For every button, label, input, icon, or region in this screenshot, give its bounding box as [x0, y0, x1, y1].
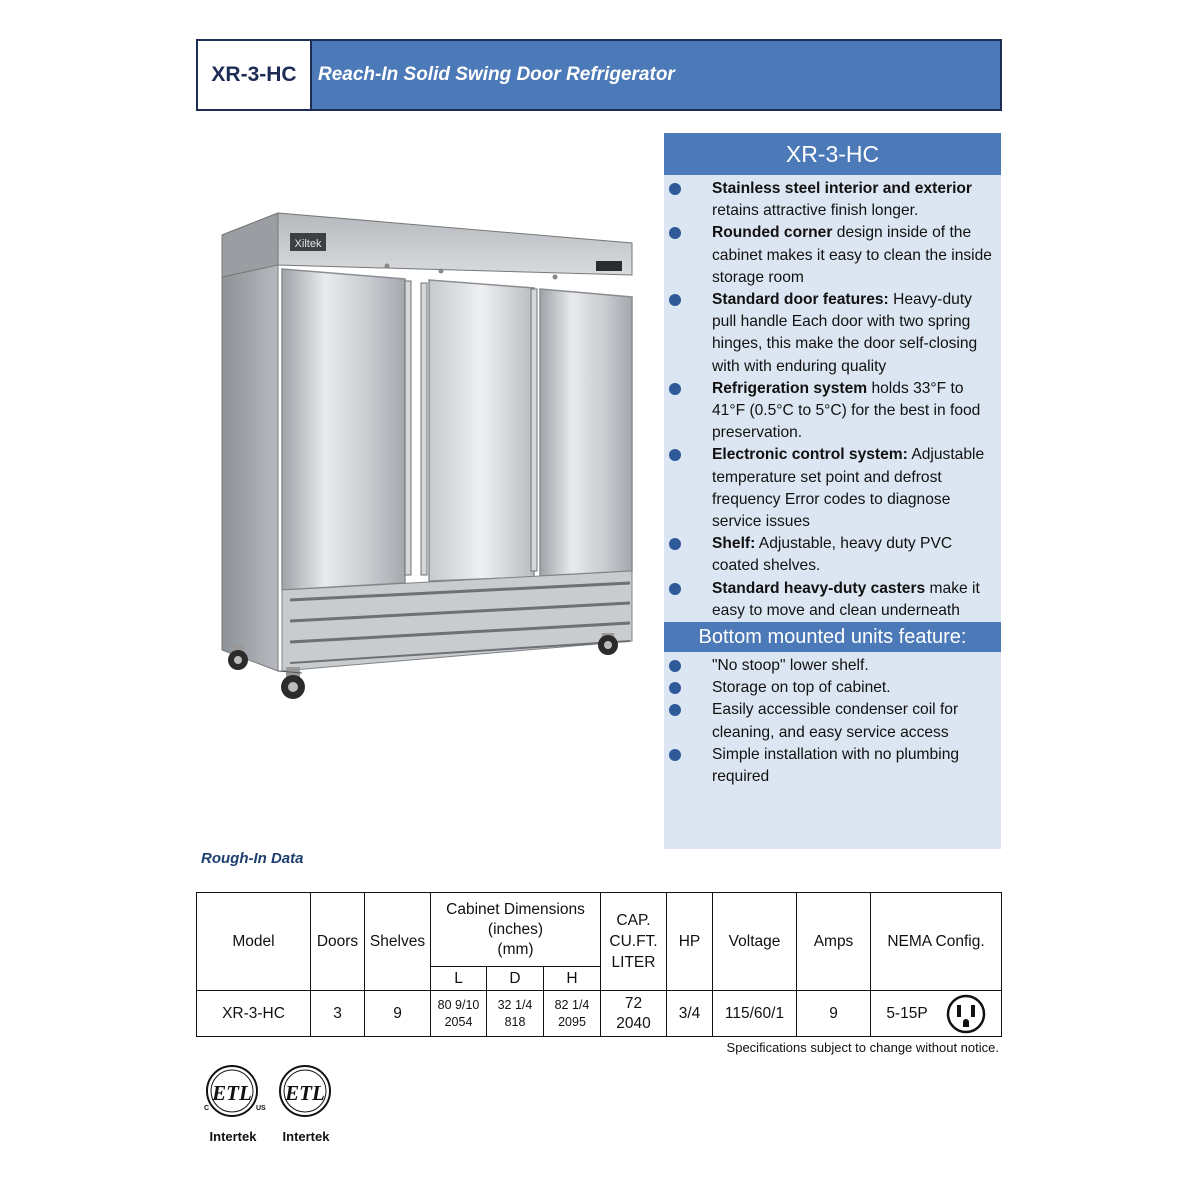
door-center: [429, 280, 534, 581]
nema-value: 5-15P: [886, 1004, 928, 1022]
etl-sanitation-mark: [271, 1062, 341, 1144]
feature-item: Shelf: Adjustable, heavy duty PVC coated shelves.: [664, 533, 1001, 577]
feature-item: Standard door features: Heavy-duty pull handle Each door with two spring hinges, this make the door self-closing with with enduring quality: [664, 289, 1001, 378]
bullet-icon: [669, 704, 681, 716]
cell-l: 80 9/10 2054: [431, 991, 487, 1037]
header-voltage: Voltage: [713, 893, 797, 991]
cell-voltage: 115/60/1: [713, 991, 797, 1037]
bullet-icon: [669, 294, 681, 306]
cell-d: 32 1/4 818: [487, 991, 544, 1037]
bottom-feature-list: [664, 652, 1001, 788]
bullet-icon: [669, 449, 681, 461]
etl-certification-mark: [198, 1062, 268, 1144]
bottom-feature-item: Easily accessible condenser coil for cleaning, and easy service access: [664, 699, 1001, 743]
rough-in-title: Rough-In Data: [201, 850, 304, 867]
header-d: D: [487, 967, 544, 991]
bullet-icon: [669, 183, 681, 195]
header-title: Reach-In Solid Swing Door Refrigerator: [312, 41, 1000, 109]
rough-in-table: [196, 892, 1002, 1037]
cell-nema: [871, 991, 1002, 1037]
feature-item: Standard heavy-duty casters make it easy to move and clean underneath: [664, 578, 1001, 622]
door-right: [540, 289, 632, 576]
cell-model: XR-3-HC: [197, 991, 311, 1037]
intertek-label: Intertek: [209, 1129, 257, 1144]
feature-item: Rounded corner design inside of the cabinet makes it easy to clean the inside storage room: [664, 222, 1001, 289]
table-row: [197, 991, 1002, 1037]
header-cabinet-dimensions: Cabinet Dimensions (inches) (mm): [431, 893, 601, 967]
svg-text:C: C: [204, 1105, 210, 1112]
brand-label: Xiltek: [294, 238, 322, 250]
header-h: H: [544, 967, 601, 991]
bullet-icon: [669, 383, 681, 395]
header-hp: HP: [667, 893, 713, 991]
feature-list: [664, 175, 1001, 622]
cell-capacity: 72 2040: [601, 991, 667, 1037]
bullet-icon: [669, 583, 681, 595]
feature-item: Refrigeration system holds 33°F to 41°F (0.5°C to 5°C) for the best in food preservation.: [664, 378, 1001, 445]
cell-shelves: 9: [365, 991, 431, 1037]
door-left: [282, 269, 405, 590]
bottom-mounted-title: Bottom mounted units feature:: [664, 622, 1001, 652]
specifications-note: Specifications subject to change without notice.: [726, 1040, 999, 1055]
etl-logo-icon: [198, 1062, 268, 1126]
etl-logo-icon: [271, 1062, 341, 1126]
svg-text:ETL: ETL: [285, 1081, 325, 1105]
header-l: L: [431, 967, 487, 991]
header-nema: NEMA Config.: [871, 893, 1002, 991]
cell-doors: 3: [311, 991, 365, 1037]
bottom-feature-item: Storage on top of cabinet.: [664, 677, 1001, 699]
refrigerator-image: [212, 205, 652, 705]
intertek-label: Intertek: [282, 1129, 330, 1144]
header-doors: Doors: [311, 893, 365, 991]
bottom-feature-item: Simple installation with no plumbing required: [664, 744, 1001, 788]
temperature-display: [596, 261, 622, 271]
panel-title: XR-3-HC: [664, 133, 1001, 175]
cell-h: 82 1/4 2095: [544, 991, 601, 1037]
bullet-icon: [669, 660, 681, 672]
feature-item: Electronic control system: Adjustable temperature set point and defrost frequency Error codes to diagnose service issues: [664, 444, 1001, 533]
bullet-icon: [669, 538, 681, 550]
nema-5-15p-plug-icon: [946, 994, 986, 1034]
bullet-icon: [669, 749, 681, 761]
cell-amps: 9: [797, 991, 871, 1037]
header-shelves: Shelves: [365, 893, 431, 991]
feature-panel: [664, 133, 1001, 849]
header-model: XR-3-HC: [198, 41, 312, 109]
bottom-feature-item: "No stoop" lower shelf.: [664, 655, 1001, 677]
header-model-col: Model: [197, 893, 311, 991]
svg-text:US: US: [256, 1105, 266, 1112]
header-capacity: CAP. CU.FT. LITER: [601, 893, 667, 991]
bullet-icon: [669, 227, 681, 239]
feature-item: Stainless steel interior and exterior retains attractive finish longer.: [664, 178, 1001, 222]
header-amps: Amps: [797, 893, 871, 991]
svg-text:ETL: ETL: [212, 1081, 252, 1105]
bullet-icon: [669, 682, 681, 694]
cell-hp: 3/4: [667, 991, 713, 1037]
page-header: [196, 39, 1002, 111]
